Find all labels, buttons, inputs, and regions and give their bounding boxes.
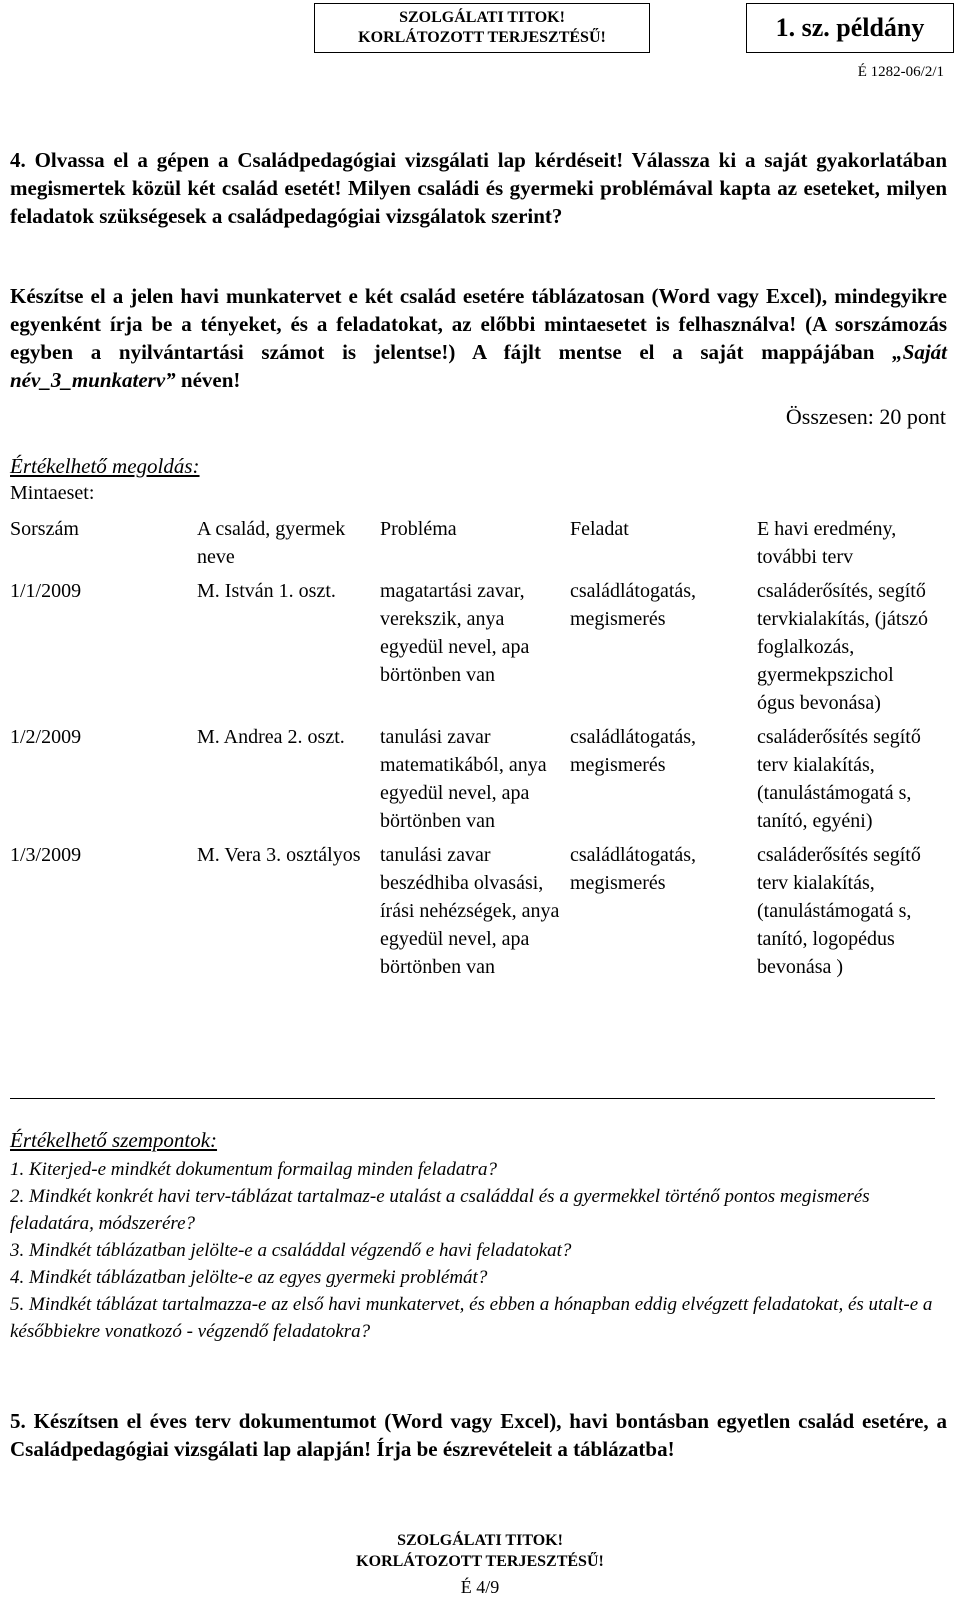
- table-row: [10, 841, 935, 987]
- task4-instruction: [10, 282, 947, 394]
- table-bottom-border: [10, 1098, 935, 1099]
- sample-plan-table: [10, 515, 935, 987]
- cell-id: 1/2/2009: [10, 726, 82, 748]
- cell-name: M. István 1. oszt.: [197, 580, 336, 602]
- classification-line-2: KORLÁTOZOTT TERJESZTÉSŰ!: [358, 29, 606, 46]
- cell-problem: tanulási zavar beszédhiba olvasási, írási nehézségek, anya egyedül nevel, apa börtönben van: [380, 844, 560, 978]
- cell-problem: magatartási zavar, verekszik, anya egyedül nevel, apa börtönben van: [380, 580, 530, 686]
- classification-box: [314, 3, 650, 53]
- cell-result: családerősítés segítő terv kialakítás, (tanulástámogatá s, tanító, logopédus bevonása ): [757, 844, 921, 978]
- task4-instruction-part2: néven!: [175, 368, 241, 392]
- sample-label: Mintaeset:: [10, 482, 95, 504]
- criteria-list: [10, 1156, 950, 1345]
- footer-classification-line-2: KORLÁTOZOTT TERJESZTÉSŰ!: [356, 1553, 604, 1570]
- task5-text: 5. Készítsen el éves terv dokumentumot (Word vagy Excel), havi bontásban egyetlen család esetére, a Családpedagógiai vizsgálati lap alapján! Írja be észrevételeit a táblázatba!: [10, 1409, 947, 1461]
- total-points: Összesen: 20 pont: [785, 404, 946, 429]
- column-header: E havi eredmény, további terv: [757, 518, 897, 568]
- copy-number-box: [746, 3, 954, 53]
- footer-classification: [0, 1530, 960, 1572]
- criteria-item: 1. Kiterjed-e mindkét dokumentum formailag minden feladatra?: [10, 1159, 498, 1180]
- column-header: Sorszám: [10, 518, 79, 540]
- cell-task: családlátogatás, megismerés: [570, 580, 697, 630]
- criteria-item: 4. Mindkét táblázatban jelölte-e az egyes gyermeki problémát?: [10, 1267, 488, 1288]
- column-header: Probléma: [380, 518, 457, 540]
- solution-heading: Értékelhető megoldás:: [10, 454, 200, 478]
- classification-line-1: SZOLGÁLATI TITOK!: [399, 9, 565, 26]
- footer-classification-line-1: SZOLGÁLATI TITOK!: [397, 1532, 563, 1549]
- column-header: A család, gyermek neve: [197, 518, 346, 568]
- task4-filename: „Saját név_3_munkaterv”: [10, 340, 947, 392]
- cell-name: M. Vera 3. osztályos: [197, 844, 361, 866]
- task4-instruction-part1: Készítse el a jelen havi munkatervet e két család esetére táblázatosan (Word vagy Excel), mindegyikre egyenként írja be a tényeket, és a feladatokat, az előbbi mintaesetet is felhasználva! (A sorszámozás egyben a nyilvántartási számot is jelentse!) A fájlt mentse el a saját mappájában: [10, 284, 947, 364]
- cell-result: családerősítés segítő terv kialakítás, (tanulástámogatá s, tanító, egyéni): [757, 726, 921, 832]
- table-header-row: [10, 515, 935, 577]
- cell-name: M. Andrea 2. oszt.: [197, 726, 345, 748]
- criteria-item: 3. Mindkét táblázatban jelölte-e a családdal végzendő e havi feladatokat?: [10, 1240, 572, 1261]
- cell-problem: tanulási zavar matematikából, anya egyedül nevel, apa börtönben van: [380, 726, 547, 832]
- cell-task: családlátogatás, megismerés: [570, 726, 697, 776]
- task4-question: 4. Olvassa el a gépen a Családpedagógiai vizsgálati lap kérdéseit! Válassza ki a saját gyakorlatában megismertek közül két család esetét! Milyen családi és gyermeki problémával kapta az eseteket, milyen feladatok szükségesek a családpedagógiai vizsgálatok szerint?: [10, 148, 947, 228]
- table-row: [10, 577, 935, 723]
- criteria-heading: Értékelhető szempontok:: [10, 1128, 218, 1152]
- cell-id: 1/3/2009: [10, 844, 82, 866]
- column-header: Feladat: [570, 518, 629, 540]
- criteria-item: 2. Mindkét konkrét havi terv-táblázat tartalmaz-e utalást a családdal és a gyermekkel történő pontos megismerés feladatára, módszerére?: [10, 1186, 870, 1234]
- cell-result: családerősítés, segítő tervkialakítás, (játszó foglalkozás, gyermekpszichol ógus bevonása): [757, 580, 929, 714]
- document-id: É 1282-06/2/1: [857, 64, 944, 80]
- criteria-item: 5. Mindkét táblázat tartalmazza-e az első havi munkatervet, és ebben a hónapban eddig elvégzett feladatokat, és utalt-e a későbbiekre vonatkozó - végzendő feladatokra?: [10, 1294, 933, 1342]
- cell-id: 1/1/2009: [10, 580, 82, 602]
- copy-label: 1. sz. példány: [775, 13, 925, 42]
- page-number: É 4/9: [460, 1577, 500, 1597]
- table-row: [10, 723, 935, 841]
- cell-task: családlátogatás, megismerés: [570, 844, 697, 894]
